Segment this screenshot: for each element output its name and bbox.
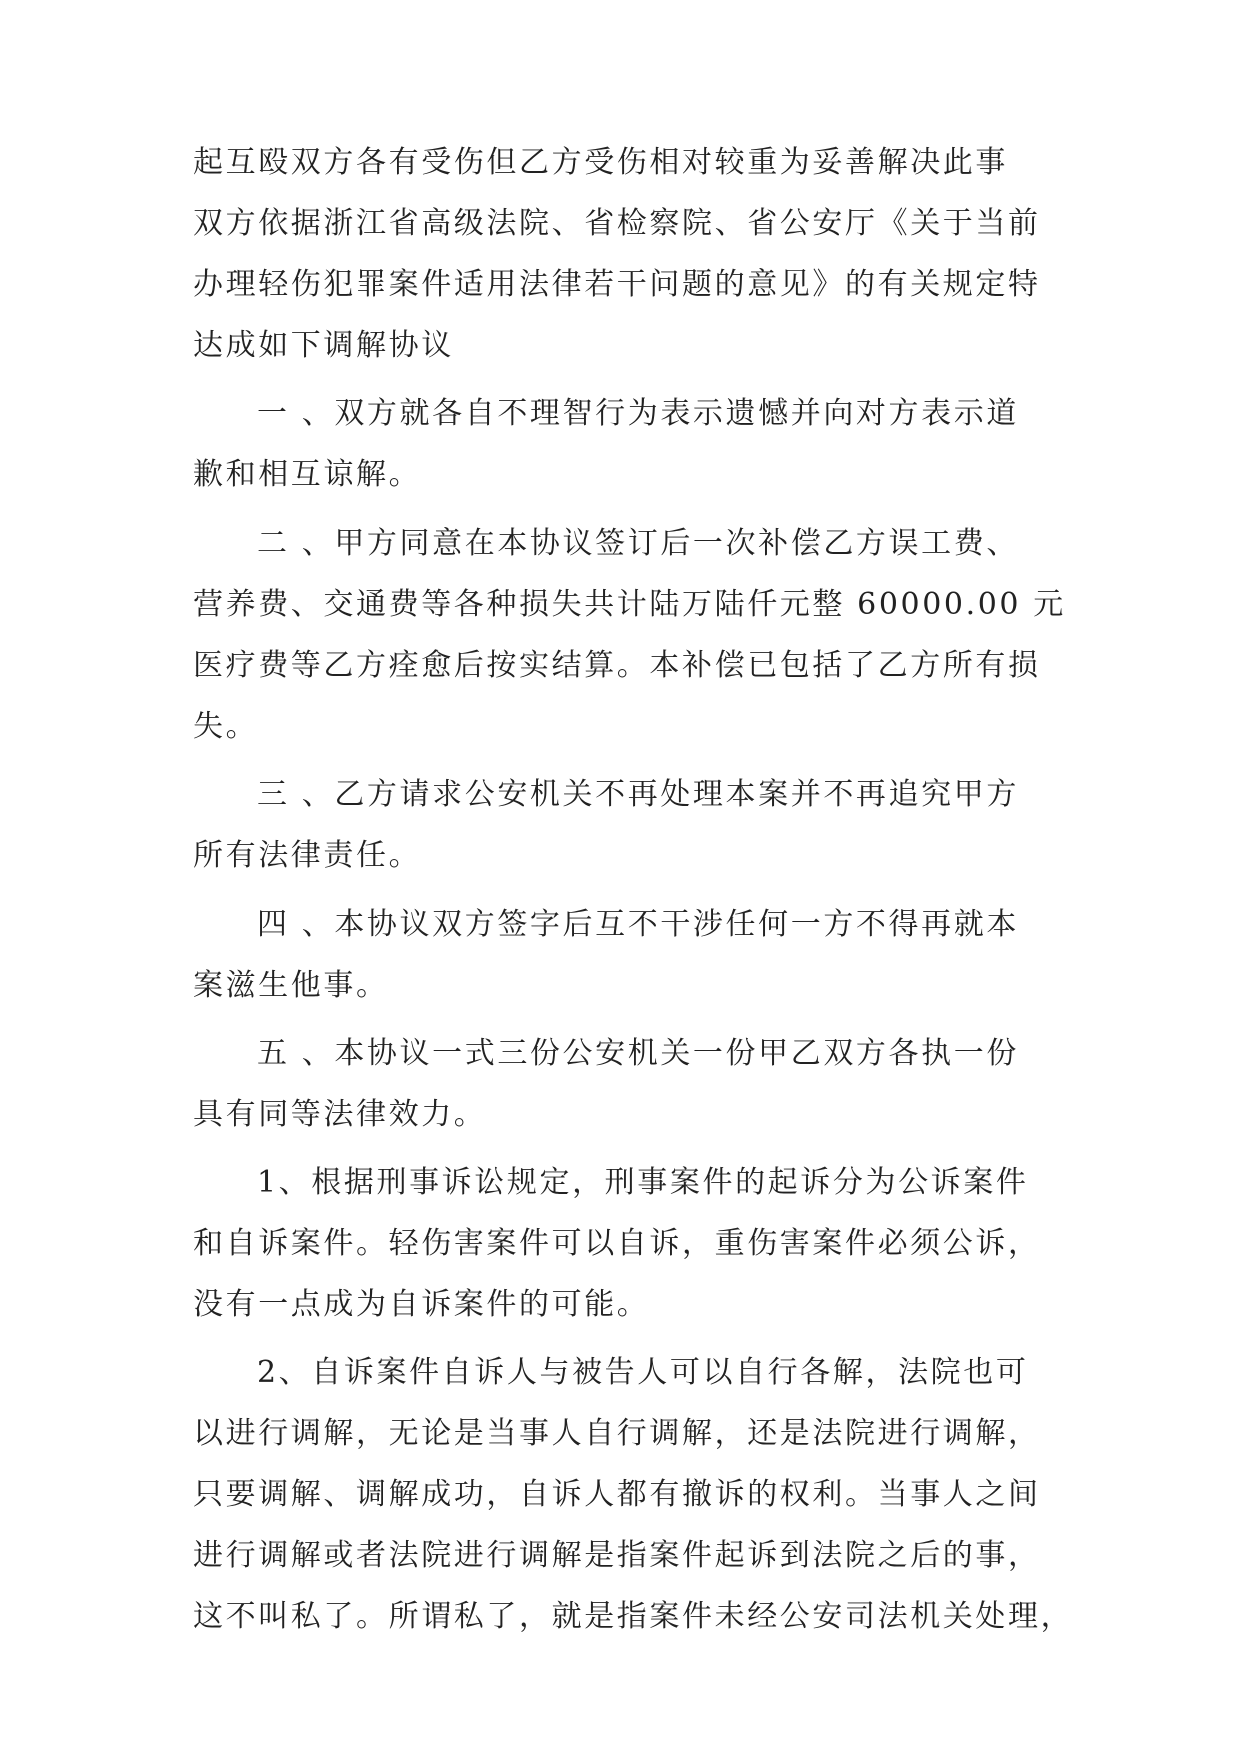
text-line: 医疗费等乙方痊愈后按实结算。本补偿已包括了乙方所有损 <box>193 648 1041 683</box>
text-line: 起互殴双方各有受伤但乙方受伤相对较重为妥善解决此事 <box>193 145 1008 180</box>
clause-two-line: 二 、甲方同意在本协议签订后一次补偿乙方误工费、 <box>257 526 1019 561</box>
note-one-line: 1、根据刑事诉讼规定，刑事案件的起诉分为公诉案件 <box>257 1165 1029 1200</box>
text-line: 所有法律责任。 <box>193 838 422 873</box>
text-line: 双方依据浙江省高级法院、省检察院、省公安厅《关于当前 <box>193 206 1041 241</box>
text-line: 歉和相互谅解。 <box>193 457 422 492</box>
text-line: 没有一点成为自诉案件的可能。 <box>193 1287 650 1322</box>
text-line: 达成如下调解协议 <box>193 328 454 363</box>
text-line: 进行调解或者法院进行调解是指案件起诉到法院之后的事， <box>193 1538 1041 1573</box>
text-line: 这不叫私了。所谓私了，就是指案件未经公安司法机关处理， <box>193 1599 1074 1634</box>
text-line: 失。 <box>193 709 259 744</box>
clause-one-line: 一 、双方就各自不理智行为表示遗憾并向对方表示道 <box>257 396 1019 431</box>
text-line: 具有同等法律效力。 <box>193 1097 487 1132</box>
text-line: 和自诉案件。轻伤害案件可以自诉，重伤害案件必须公诉， <box>193 1226 1041 1261</box>
text-line: 以进行调解，无论是当事人自行调解，还是法院进行调解， <box>193 1416 1041 1451</box>
text-line: 案滋生他事。 <box>193 968 389 1003</box>
text-line: 营养费、交通费等各种损失共计陆万陆仟元整 60000.00 元 <box>193 587 1066 622</box>
note-two-line: 2、自诉案件自诉人与被告人可以自行各解，法院也可 <box>257 1355 1029 1390</box>
text-line: 只要调解、调解成功，自诉人都有撤诉的权利。当事人之间 <box>193 1477 1041 1512</box>
clause-five-line: 五 、本协议一式三份公安机关一份甲乙双方各执一份 <box>257 1036 1019 1071</box>
clause-three-line: 三 、乙方请求公安机关不再处理本案并不再追究甲方 <box>257 777 1019 812</box>
clause-four-line: 四 、本协议双方签字后互不干涉任何一方不得再就本 <box>257 907 1019 942</box>
text-line: 办理轻伤犯罪案件适用法律若干问题的意见》的有关规定特 <box>193 267 1041 302</box>
document-page <box>193 0 1074 1754</box>
